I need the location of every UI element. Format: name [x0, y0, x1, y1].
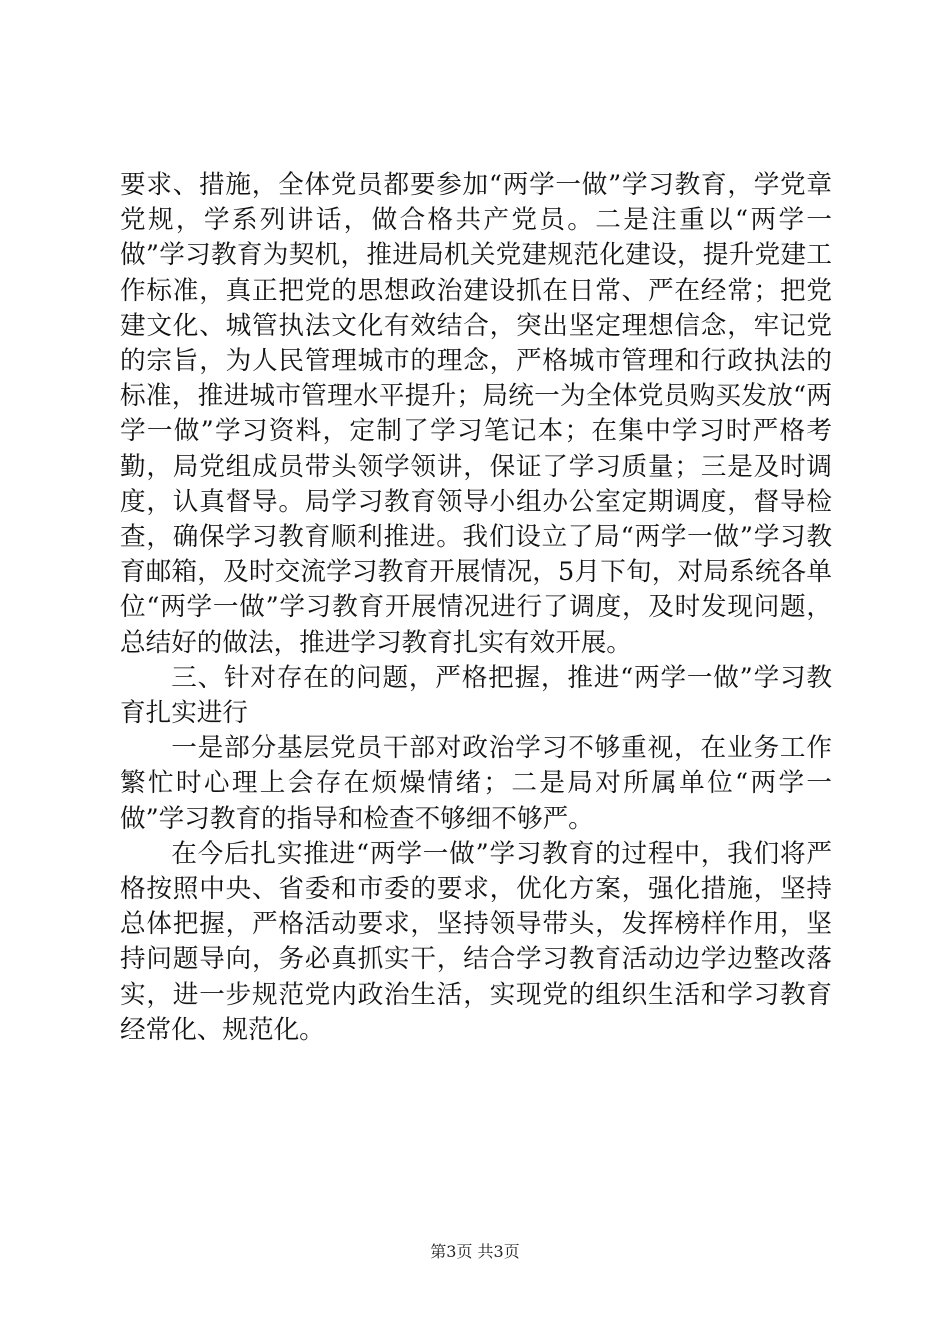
paragraph-continuation: 要求、措施，全体党员都要参加“两学一做”学习教育，学党章党规，学系列讲话，做合格共产党员。二是注重以“两学一做”学习教育为契机，推进局机关党建规范化建设，提升党建工作标准，真正把党的思想政治建设抓在日常、严在经常；把党建文化、城管执法文化有效结合，突出坚定理想信念，牢记党的宗旨，为人民管理城市的理念，严格城市管理和行政执法的标准，推进城市管理水平提升；局统一为全体党员购买发放“两学一做”学习资料，定制了学习笔记本；在集中学习时严格考勤，局党组成员带头领学领讲，保证了学习质量；三是及时调度，认真督导。局学习教育领导小组办公室定期调度，督导检查，确保学习教育顺利推进。我们设立了局“两学一做”学习教育邮箱，及时交流学习教育开展情况，5月下旬，对局系统各单位“两学一做”学习教育开展情况进行了调度，及时发现问题，总结好的做法，推进学习教育扎实有效开展。: [120, 170, 832, 658]
paragraph-problems: 一是部分基层党员干部对政治学习不够重视，在业务工作繁忙时心理上会存在烦燥情绪；二是局对所属单位“两学一做”学习教育的指导和检查不够细不够严。: [120, 733, 832, 834]
section-heading: 三、针对存在的问题，严格把握，推进“两学一做”学习教育扎实进行: [120, 662, 832, 729]
page-number-footer: 第3页 共3页: [430, 1242, 520, 1261]
paragraph-next-steps: 在今后扎实推进“两学一做”学习教育的过程中，我们将严格按照中央、省委和市委的要求，优化方案，强化措施，坚持总体把握，严格活动要求，坚持领导带头，发挥榜样作用，坚持问题导向，务必真抓实干，结合学习教育活动边学边整改落实，进一步规范党内政治生活，实现党的组织生活和学习教育经常化、规范化。: [120, 838, 832, 1045]
document-body: [120, 168, 832, 1048]
